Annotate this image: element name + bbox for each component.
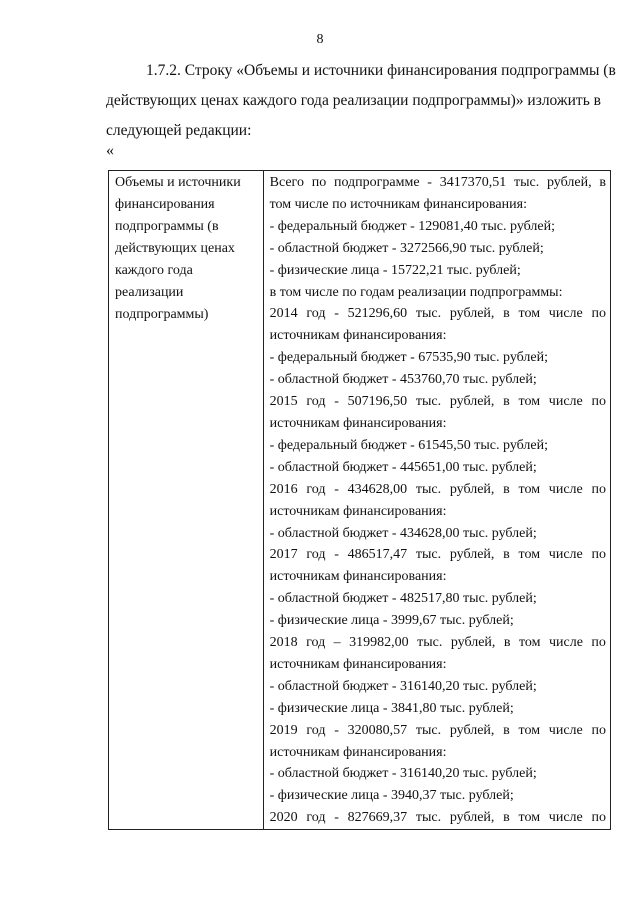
word: рублей, <box>449 481 495 497</box>
word: год <box>306 306 326 322</box>
word: год <box>306 635 326 651</box>
content-line: - федеральный бюджет - 67535,90 тыс. рублей; <box>269 350 549 366</box>
word: тыс. <box>417 635 443 651</box>
content-line: - федеральный бюджет - 61545,50 тыс. рублей; <box>269 437 549 453</box>
word: – <box>333 635 341 651</box>
content-line: - областной бюджет - 316140,20 тыс. рублей; <box>269 678 537 694</box>
content-line: в том числе по годам реализации подпрограммы: <box>269 284 563 300</box>
label-line: каждого года <box>115 263 193 278</box>
word: в <box>599 175 606 190</box>
word: тыс. <box>513 175 540 190</box>
row-label-cell <box>109 171 264 830</box>
content-line: источникам финансирования: <box>269 415 447 431</box>
word: год <box>306 547 326 563</box>
word: тыс. <box>415 722 442 738</box>
financing-table <box>108 170 611 830</box>
word: тыс. <box>415 481 442 497</box>
word: том <box>518 547 541 563</box>
word: 319982,00 <box>349 635 409 651</box>
intro-line-3: следующей редакции: <box>106 122 252 139</box>
content-line: - физические лица - 3999,67 тыс. рублей; <box>269 613 514 629</box>
word: по <box>591 635 606 651</box>
label-line: Объемы и источники <box>115 175 241 190</box>
word: тыс. <box>415 394 442 410</box>
table-row <box>109 171 611 830</box>
word: тыс. <box>415 810 442 826</box>
word: том <box>518 481 541 497</box>
word: 521296,60 <box>347 306 408 322</box>
word: рублей, <box>449 394 495 410</box>
word: год <box>306 722 326 738</box>
intro-line-2: действующих ценах каждого года реализации подпрограммы)» изложить в <box>106 92 601 109</box>
word: рублей, <box>449 722 495 738</box>
word: 2016 <box>269 481 298 497</box>
content-line: - федеральный бюджет - 129081,40 тыс. рублей; <box>269 218 556 234</box>
word: подпрограмме <box>333 175 420 190</box>
word: в <box>503 722 510 738</box>
word: год <box>306 810 326 826</box>
content-line <box>270 807 606 829</box>
word: - <box>334 306 339 322</box>
word: 320080,57 <box>347 722 408 738</box>
word: - <box>334 722 339 738</box>
word: рублей, <box>449 547 495 563</box>
content-line <box>270 632 606 654</box>
word: 2019 <box>269 722 298 738</box>
word: по <box>591 394 606 410</box>
word: по <box>591 547 606 563</box>
word: 2020 <box>269 810 298 826</box>
word: рублей, <box>449 306 495 322</box>
word: Всего <box>269 175 304 190</box>
content-line <box>270 479 606 501</box>
label-line: действующих ценах <box>115 241 235 256</box>
word: 2015 <box>269 394 298 410</box>
word: тыс. <box>415 306 442 322</box>
word: числе <box>548 481 583 497</box>
word: в <box>503 481 510 497</box>
word: - <box>427 175 432 190</box>
label-line: реализации <box>115 285 184 300</box>
word: 827669,37 <box>347 810 408 826</box>
content-line: - областной бюджет - 445651,00 тыс. рублей; <box>269 459 537 475</box>
word: 2014 <box>269 306 298 322</box>
content-line: - физические лица - 3841,80 тыс. рублей; <box>269 700 514 716</box>
word: по <box>591 722 606 738</box>
word: - <box>334 481 339 497</box>
word: - <box>334 394 339 410</box>
content-line: - областной бюджет - 434628,00 тыс. рублей; <box>269 525 537 541</box>
word: рублей, <box>450 635 496 651</box>
word: в <box>503 394 510 410</box>
content-line: источникам финансирования: <box>269 744 447 760</box>
content-line: - областной бюджет - 316140,20 тыс. рублей; <box>269 766 537 782</box>
word: 2017 <box>269 547 298 563</box>
word: в <box>503 635 511 651</box>
word: числе <box>548 547 583 563</box>
word: тыс. <box>415 547 442 563</box>
word: по <box>591 810 606 826</box>
content-line: источникам финансирования: <box>269 503 447 519</box>
content-line <box>270 303 606 325</box>
content-line: источникам финансирования: <box>269 656 447 672</box>
content-line: - физические лица - 3940,37 тыс. рублей; <box>269 788 514 804</box>
word: по <box>591 306 606 322</box>
word: рублей, <box>546 175 592 190</box>
word: в <box>503 306 510 322</box>
content-line: - областной бюджет - 453760,70 тыс. рублей; <box>269 372 537 388</box>
word: в <box>503 547 510 563</box>
word: 434628,00 <box>347 481 408 497</box>
intro-line-1: 1.7.2. Строку «Объемы и источники финансирования подпрограммы (в <box>146 62 616 79</box>
word: год <box>306 481 326 497</box>
word: числе <box>548 810 583 826</box>
label-line: подпрограммы) <box>115 307 209 322</box>
word: 507196,50 <box>347 394 408 410</box>
word: числе <box>549 635 583 651</box>
word: 486517,47 <box>347 547 408 563</box>
content-line <box>270 172 606 194</box>
content-line: - физические лица - 15722,21 тыс. рублей; <box>269 262 521 278</box>
content-line <box>270 544 606 566</box>
label-line: финансирования <box>115 197 215 212</box>
word: том <box>518 306 541 322</box>
word: том <box>518 394 541 410</box>
word: числе <box>548 306 583 322</box>
word: - <box>334 810 339 826</box>
word: 2018 <box>269 635 298 651</box>
word: рублей, <box>449 810 495 826</box>
content-line: источникам финансирования: <box>269 328 447 344</box>
content-line <box>270 391 606 413</box>
word: в <box>503 810 510 826</box>
row-content-cell <box>263 171 610 830</box>
word: - <box>334 547 339 563</box>
word: по <box>311 175 327 190</box>
content-line: источникам финансирования: <box>269 569 447 585</box>
content-line: том числе по источникам финансирования: <box>269 196 527 212</box>
word: числе <box>548 394 583 410</box>
content-line: - областной бюджет - 3272566,90 тыс. рублей; <box>269 240 544 256</box>
word: числе <box>548 722 583 738</box>
label-line: подпрограммы (в <box>115 219 219 234</box>
content-line: - областной бюджет - 482517,80 тыс. рублей; <box>269 591 537 607</box>
word: по <box>591 481 606 497</box>
word: 3417370,51 <box>439 175 507 190</box>
word: том <box>519 635 541 651</box>
word: год <box>306 394 326 410</box>
page-number: 8 <box>316 32 324 47</box>
content-line <box>270 720 606 742</box>
word: том <box>518 722 541 738</box>
open-quote: « <box>106 142 114 159</box>
word: том <box>518 810 541 826</box>
